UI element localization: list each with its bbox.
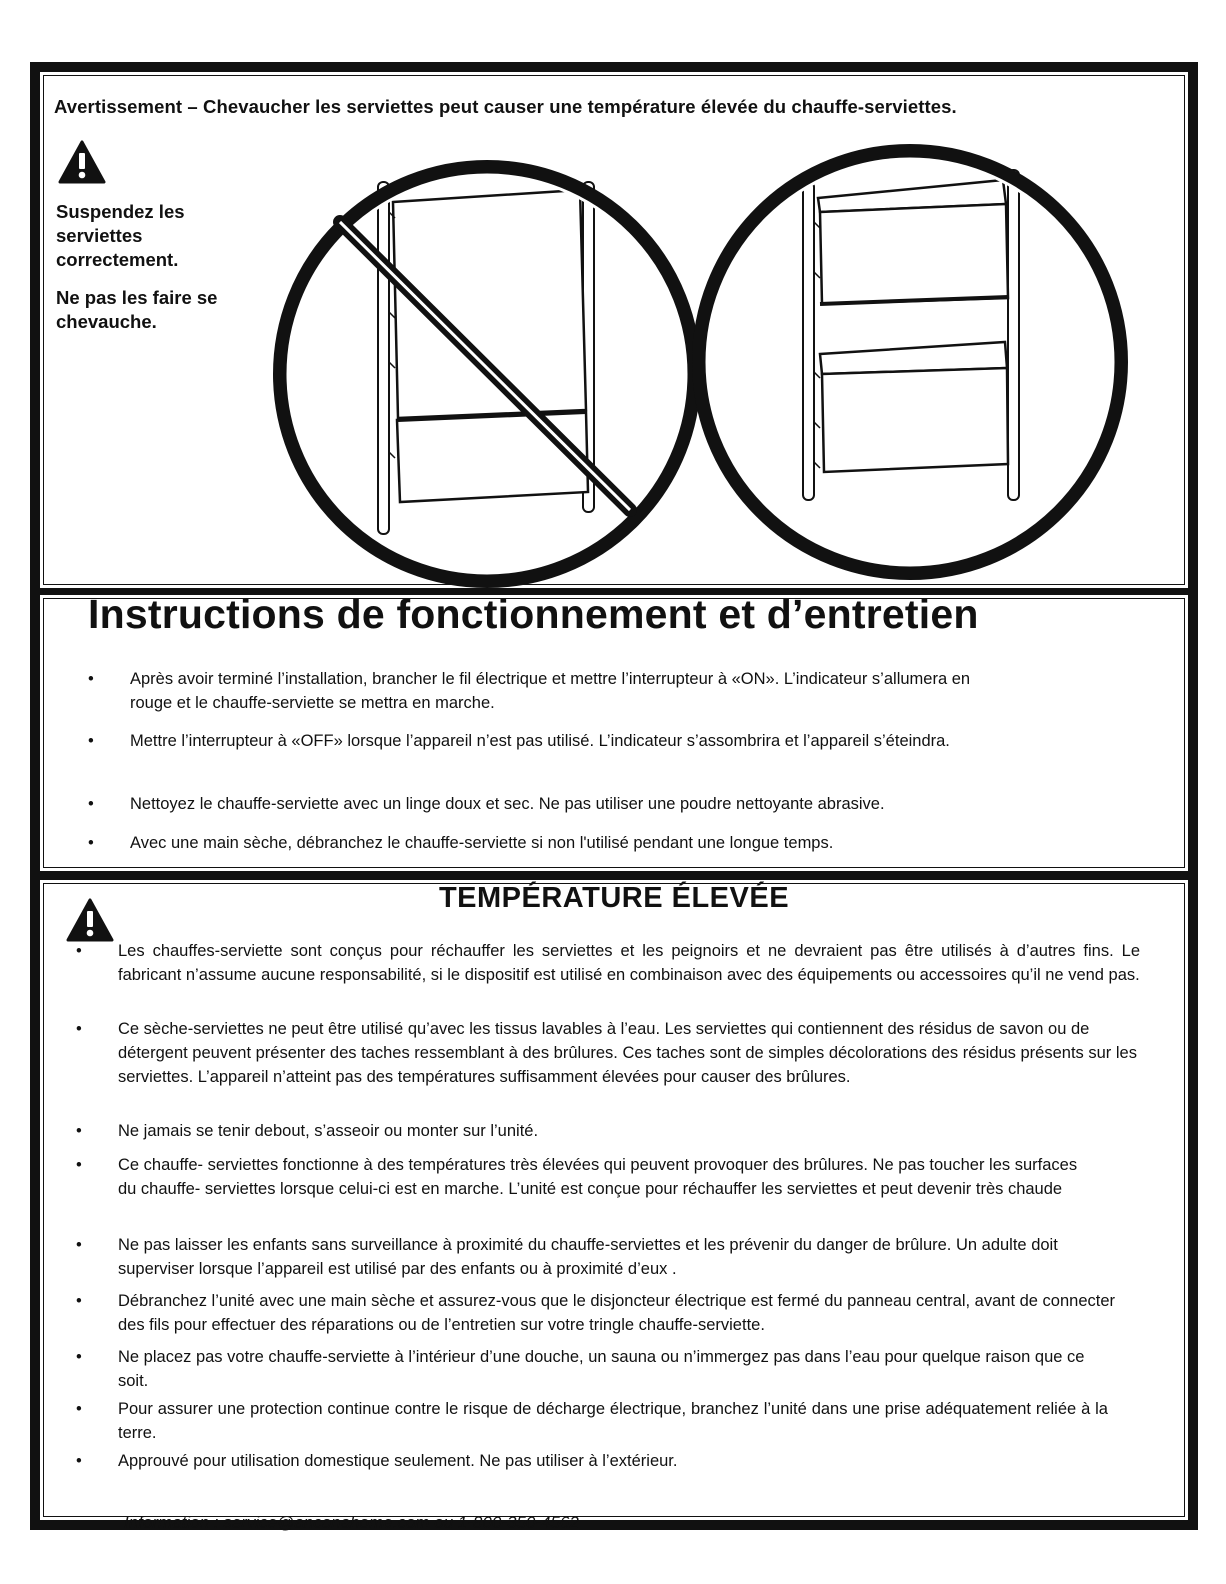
towel-warning-panel [40, 72, 1188, 588]
high-temperature-panel [40, 880, 1188, 1532]
prohibited-overlap-illustration [280, 167, 694, 581]
towel-illustrations [40, 72, 1188, 588]
high-temperature-title: TEMPÉRATURE ÉLEVÉE [438, 882, 790, 914]
list-item: • Débranchez l’unité avec une main sèche et assurez-vous que le disjoncteur électrique est fermé du panneau central, avant de connecter des fils pour effectuer des réparations ou de l’entretien sur votre tringle chauffe-serviette. [76, 1292, 1116, 1334]
list-item: • Avec une main sèche, débranchez le chauffe-serviette si non l'utilisé pendant une longue temps. [88, 834, 834, 852]
operation-instructions-title: Instructions de fonctionnement et d’entretien [88, 591, 979, 637]
list-item: • Mettre l’interrupteur à «OFF» lorsque l’appareil n’est pas utilisé. L’indicateur s’assombrira et l’appareil s’éteindra. [88, 732, 950, 750]
warning-title: Avertissement – Chevaucher les serviettes peut causer une température élevée du chauffe-serviettes. [54, 96, 957, 117]
approved-separate-illustration [699, 151, 1121, 573]
list-item: • Nettoyez le chauffe-serviette avec un linge doux et sec. Ne pas utiliser une poudre nettoyante abrasive. [88, 795, 885, 813]
no-overlap-instruction: Ne pas les faire se chevauche. [56, 287, 218, 332]
list-item: • Ce sèche-serviettes ne peut être utilisé qu’avec les tissus lavables à l’eau. Les serviettes qui contiennent des résidus de savon ou de détergent peuvent présenter des taches ressemblant à des brûlures. Ces taches sont de simples décolorations des résidus présents sur les serviettes. L’appareil n’atteint pas des températures suffisamment élevées pour causer des brûlures. [76, 1020, 1137, 1086]
list-item: • Ne jamais se tenir debout, s’asseoir ou monter sur l’unité. [76, 1122, 539, 1140]
list-item: • Ne pas laisser les enfants sans surveillance à proximité du chauffe-serviettes et les prévenir du danger de brûlure. Un adulte doit superviser lorsque l’appareil est utilisé par des enfants ou à proximité d’eux . [76, 1236, 1058, 1278]
contact-information: Information : service@anconahome.com ou 1-800-350-4562 [124, 1513, 579, 1532]
list-item: • Approuvé pour utilisation domestique seulement. Ne pas utiliser à l’extérieur. [76, 1452, 678, 1470]
list-item: • Les chauffes-serviette sont conçus pour réchauffer les serviettes et les peignoirs et ne devraient pas être utilisés à d’autres fins. Le fabricant n’assume aucune responsabilité, si le dispositif est utilisé en combinaison avec des équipements ou accessoires qu’il ne vend pas. [76, 942, 1140, 984]
list-item: • Après avoir terminé l’installation, brancher le fil électrique et mettre l’interrupteur à «ON». L’indicateur s’allumera en rouge et le chauffe-serviette se mettra en marche. [88, 670, 971, 712]
list-item: • Pour assurer une protection continue contre le risque de décharge électrique, branchez l’unité dans une prise adéquatement reliée à la terre. [76, 1400, 1108, 1442]
hang-towels-instruction: Suspendez les serviettes correctement. [56, 201, 185, 270]
document-frame [30, 62, 1198, 1530]
list-item: • Ce chauffe- serviettes fonctionne à des températures très élevées qui peuvent provoquer des brûlures. Ne pas toucher les surfaces du chauffe- serviettes lorsque celui-ci est en marche. L’unité est conçue pour réchauffer les serviettes et peut devenir très chaude [76, 1156, 1078, 1198]
operation-instructions-panel [40, 591, 1188, 871]
list-item: • Ne placez pas votre chauffe-serviette à l’intérieur d’une douche, un sauna ou n’immergez pas dans l’eau pour quelque raison que ce soit. [76, 1348, 1085, 1390]
